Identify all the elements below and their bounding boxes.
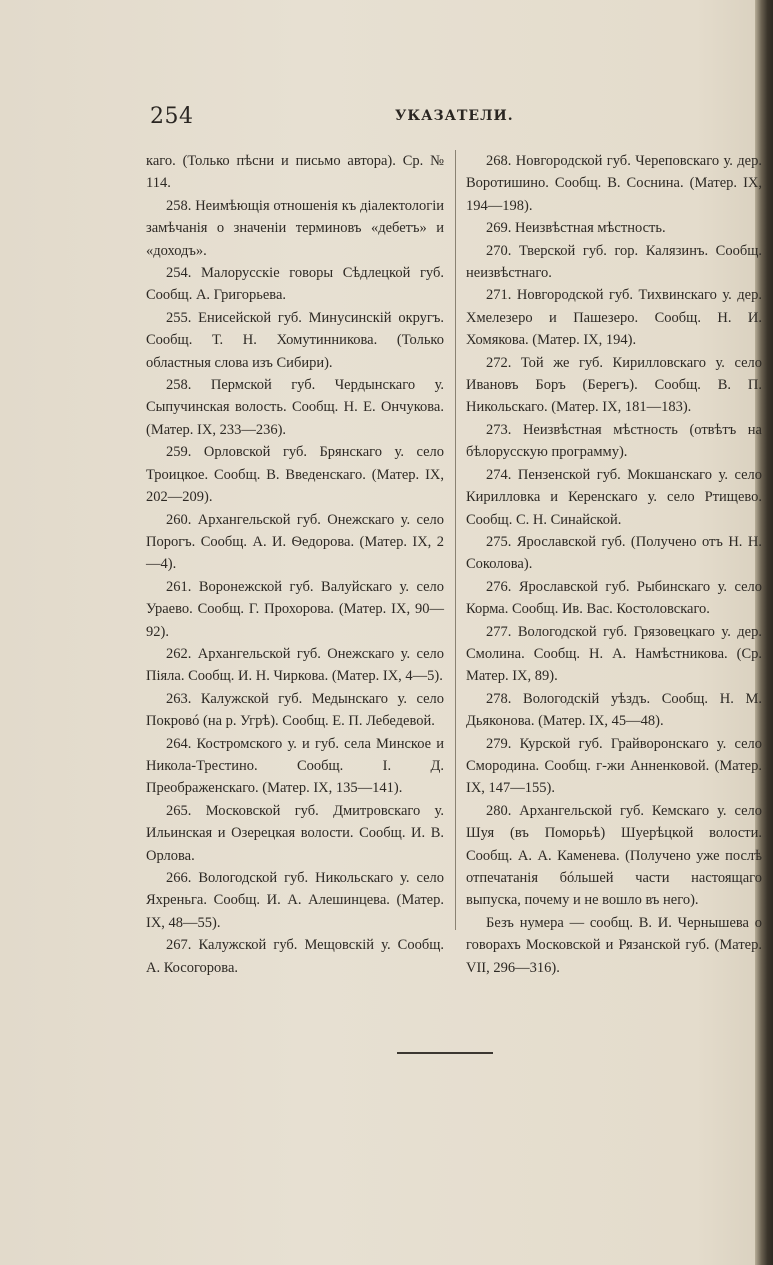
index-entry: 267. Калужской губ. Мещовскій у. Сообщ. А. Косогорова. xyxy=(146,937,444,976)
index-entry: 266. Вологодской губ. Никольскаго у. село Яхреньга. Сообщ. И. А. Алешинцева. (Матер. IX, 48—55). xyxy=(146,870,444,931)
index-entry: 278. Вологодскій уѣздъ. Сообщ. Н. М. Дьяконова. (Матер. IX, 45—48). xyxy=(466,690,762,730)
index-entry: 264. Костромского у. и губ. села Минское и Никола-Трестино. Сообщ. І. Д. Преображенскаго. (Матер. IX, 135—141). xyxy=(146,735,444,797)
index-entry: 265. Московской губ. Дмитровскаго у. Ильинская и Озерецкая волости. Сообщ. И. В. Орлова. xyxy=(146,802,444,864)
index-entry: 261. Воронежской губ. Валуйскаго у. село Ураево. Сообщ. Г. Прохорова. (Матер. IX, 90—92). xyxy=(146,578,444,640)
index-entry: 258. Пермской губ. Чердынскаго у. Сыпучинская волость. Сообщ. Н. Е. Ончукова. (Матер. IX, 233—236). xyxy=(146,377,444,438)
running-title: УКАЗАТЕЛИ. xyxy=(395,108,514,124)
index-entry: 272. Той же губ. Кирилловскаго у. село Ивановъ Боръ (Берегъ). Сообщ. В. П. Никольскаго. (Матер. IX, 181—183). xyxy=(466,354,762,416)
end-rule xyxy=(397,1052,493,1054)
index-entry: 271. Новгородской губ. Тихвинскаго у. дер. Хмелезеро и Пашезеро. Сообщ. Н. И. Хомякова. (Матер. IX, 194). xyxy=(466,287,762,349)
index-entry: 274. Пензенской губ. Мокшанскаго у. село Кирилловка и Керенскаго у. село Ртищево. Сообщ. С. Н. Синайской. xyxy=(466,466,762,528)
index-entry: 270. Тверской губ. гор. Калязинъ. Сообщ. неизвѣстнаго. xyxy=(466,242,762,282)
index-entry: 269. Неизвѣстная мѣстность. xyxy=(486,220,666,237)
index-entry: 254. Малорусскіе говоры Сѣдлецкой губ. Сообщ. А. Григорьева. xyxy=(146,265,444,304)
index-entry: каго. (Только пѣсни и письмо автора). Ср. № 114. xyxy=(146,153,444,192)
index-entry: 280. Архангельской губ. Кемскаго у. село Шуя (въ Поморьѣ) Шуерѣцкой волости. Сообщ. А. А. Каменева. (Получено уже послѣ отпечатанія бóльшей части настоящаго выпуска, почему и не вошло въ него). xyxy=(466,802,762,909)
index-entry: 268. Новгородской губ. Череповскаго у. дер. Воротишино. Сообщ. В. Соснина. (Матер. IX, 194—198). xyxy=(466,153,762,214)
index-entry: 260. Архангельской губ. Онежскаго у. село Порогъ. Сообщ. А. И. Ѳедорова. (Матер. IX, 2—4). xyxy=(146,511,444,573)
index-entry: Безъ нумера — сообщ. В. И. Чернышева о говорахъ Московской и Рязанской губ. (Матер. VII, 296—316). xyxy=(466,914,762,976)
index-entry: 262. Архангельской губ. Онежскаго у. село Піяла. Сообщ. И. Н. Чиркова. (Матер. IX, 4—5). xyxy=(146,645,444,685)
index-entry: 255. Енисейской губ. Минусинскій округъ. Сообщ. Т. Н. Хомутинникова. (Только областныя слова изъ Сибири). xyxy=(146,309,444,371)
column-divider xyxy=(455,150,456,930)
index-entry: 259. Орловской губ. Брянскаго у. село Троицкое. Сообщ. В. Введенскаго. (Матер. IX, 202—209). xyxy=(146,444,444,506)
index-entry: 258. Неимѣющія отношенія къ діалектологіи замѣчанія о значеніи терминовъ «дебетъ» и «доходъ». xyxy=(146,197,444,259)
right-column xyxy=(466,150,762,979)
index-entry: 275. Ярославской губ. (Получено отъ Н. Н. Соколова). xyxy=(466,533,762,573)
index-entry: 279. Курской губ. Грайворонскаго у. село Смородина. Сообщ. г-жи Анненковой. (Матер. IX, 147—155). xyxy=(466,735,762,797)
index-entry: 276. Ярославской губ. Рыбинскаго у. село Корма. Сообщ. Ив. Вас. Костоловскаго. xyxy=(466,578,762,618)
page-number: 254 xyxy=(150,104,194,129)
left-column xyxy=(146,150,444,979)
index-entry: 263. Калужской губ. Медынскаго у. село Покровó (на р. Угрѣ). Сообщ. Е. П. Лебедевой. xyxy=(146,690,444,730)
index-entry: 273. Неизвѣстная мѣстность (отвѣтъ на бѣлорусскую программу). xyxy=(466,421,762,461)
index-entry: 277. Вологодской губ. Грязовецкаго у. дер. Смолина. Сообщ. Н. А. Намѣстникова. (Ср. Матер. IX, 89). xyxy=(466,623,762,685)
